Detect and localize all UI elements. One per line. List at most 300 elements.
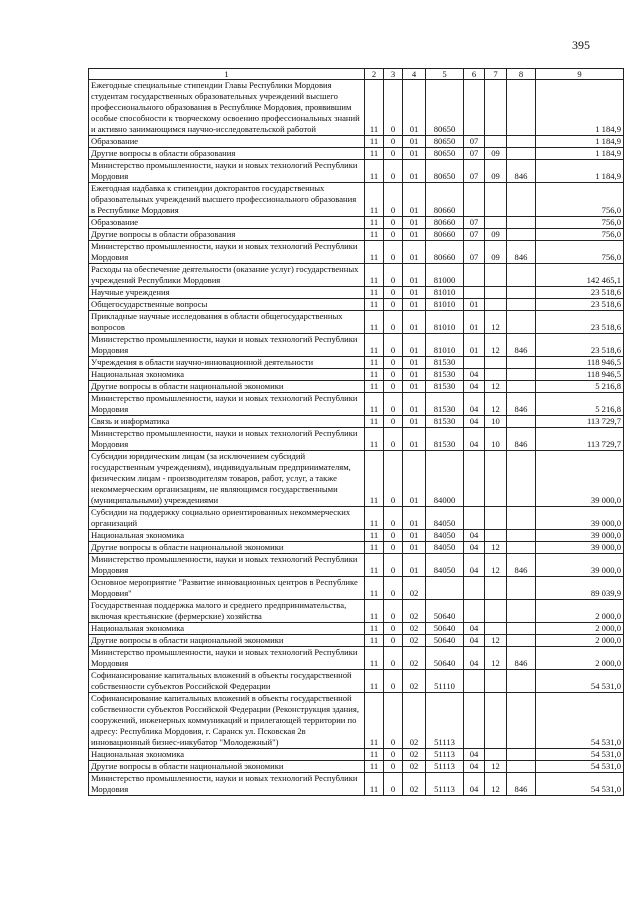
table-row — [89, 183, 624, 217]
subsection-code-cell: 0 — [384, 451, 403, 507]
row-name-cell: Научные учреждения — [89, 287, 365, 299]
amount-cell: 756,0 — [536, 241, 624, 264]
table-row — [89, 416, 624, 428]
amount-cell: 113 729,7 — [536, 428, 624, 451]
subchapter-code-cell — [485, 577, 507, 600]
measure-code-cell: 01 — [403, 554, 426, 577]
amount-cell: 54 531,0 — [536, 693, 624, 749]
chapter-code-cell — [464, 357, 485, 369]
subchapter-code-cell: 12 — [485, 554, 507, 577]
table-row — [89, 670, 624, 693]
table-row — [89, 530, 624, 542]
item-code-cell: 81530 — [426, 393, 464, 416]
section-code-cell: 11 — [365, 428, 384, 451]
ministry-code-cell: 846 — [507, 241, 536, 264]
subchapter-code-cell: 10 — [485, 416, 507, 428]
row-name-cell: Образование — [89, 136, 365, 148]
amount-cell: 756,0 — [536, 217, 624, 229]
subchapter-code-cell: 12 — [485, 635, 507, 647]
subsection-code-cell: 0 — [384, 761, 403, 773]
measure-code-cell: 01 — [403, 299, 426, 311]
amount-cell: 2 000,0 — [536, 647, 624, 670]
row-name-cell: Софинансирование капитальных вложений в объекты государственной собственности субъектов Российской Федерации (Реконструкция здания, сооружений, инженерных коммуникаций и прилегающей территории по адресу: Республика Мордовия, г. Саранск ул. Псковская 2в инновационный бизнес-инкубатор "Молодежный") — [89, 693, 365, 749]
row-name-cell: Ежегодные специальные стипендии Главы Республики Мордовия студентам государственных образовательных учреждений высшего профессионального образования в Республике Мордовия, проявившим особые способности к творческому освоению профессиональных знаний и активно занимающимся научно-исследовательской работой — [89, 80, 365, 136]
item-code-cell: 51110 — [426, 670, 464, 693]
row-name-cell: Министерство промышленности, науки и новых технологий Республики Мордовия — [89, 773, 365, 796]
section-code-cell: 11 — [365, 416, 384, 428]
ministry-code-cell — [507, 264, 536, 287]
ministry-code-cell — [507, 577, 536, 600]
section-code-cell: 11 — [365, 749, 384, 761]
section-code-cell: 11 — [365, 647, 384, 670]
section-code-cell: 11 — [365, 635, 384, 647]
section-code-cell: 11 — [365, 311, 384, 334]
item-code-cell: 84000 — [426, 451, 464, 507]
subchapter-code-cell: 12 — [485, 381, 507, 393]
subchapter-code-cell — [485, 693, 507, 749]
subchapter-code-cell: 10 — [485, 428, 507, 451]
measure-code-cell: 02 — [403, 635, 426, 647]
measure-code-cell: 01 — [403, 264, 426, 287]
chapter-code-cell: 07 — [464, 136, 485, 148]
item-code-cell — [426, 577, 464, 600]
subsection-code-cell: 0 — [384, 773, 403, 796]
measure-code-cell: 01 — [403, 229, 426, 241]
section-code-cell: 11 — [365, 507, 384, 530]
column-header: 7 — [485, 69, 507, 80]
subsection-code-cell: 0 — [384, 749, 403, 761]
subchapter-code-cell — [485, 183, 507, 217]
chapter-code-cell — [464, 287, 485, 299]
subsection-code-cell: 0 — [384, 334, 403, 357]
row-name-cell: Другие вопросы в области национальной экономики — [89, 381, 365, 393]
item-code-cell: 51113 — [426, 773, 464, 796]
row-name-cell: Софинансирование капитальных вложений в объекты государственной собственности субъектов Российской Федерации — [89, 670, 365, 693]
subchapter-code-cell: 12 — [485, 761, 507, 773]
amount-cell: 23 518,6 — [536, 334, 624, 357]
column-header: 1 — [89, 69, 365, 80]
ministry-code-cell — [507, 761, 536, 773]
ministry-code-cell — [507, 542, 536, 554]
row-name-cell: Общегосударственные вопросы — [89, 299, 365, 311]
table-row — [89, 749, 624, 761]
table-row — [89, 381, 624, 393]
ministry-code-cell — [507, 416, 536, 428]
item-code-cell: 80660 — [426, 217, 464, 229]
section-code-cell: 11 — [365, 148, 384, 160]
subsection-code-cell: 0 — [384, 428, 403, 451]
subchapter-code-cell — [485, 749, 507, 761]
chapter-code-cell: 04 — [464, 381, 485, 393]
subsection-code-cell: 0 — [384, 693, 403, 749]
table-row — [89, 507, 624, 530]
subchapter-code-cell — [485, 80, 507, 136]
table-row — [89, 136, 624, 148]
section-code-cell: 11 — [365, 241, 384, 264]
item-code-cell: 81010 — [426, 311, 464, 334]
ministry-code-cell: 846 — [507, 773, 536, 796]
amount-cell: 2 000,0 — [536, 600, 624, 623]
chapter-code-cell: 01 — [464, 311, 485, 334]
amount-cell: 54 531,0 — [536, 749, 624, 761]
item-code-cell: 51113 — [426, 761, 464, 773]
subchapter-code-cell — [485, 507, 507, 530]
section-code-cell: 11 — [365, 381, 384, 393]
chapter-code-cell: 04 — [464, 416, 485, 428]
section-code-cell: 11 — [365, 217, 384, 229]
chapter-code-cell — [464, 577, 485, 600]
subchapter-code-cell — [485, 136, 507, 148]
subchapter-code-cell — [485, 264, 507, 287]
measure-code-cell: 01 — [403, 357, 426, 369]
section-code-cell: 11 — [365, 670, 384, 693]
chapter-code-cell — [464, 507, 485, 530]
measure-code-cell: 02 — [403, 600, 426, 623]
subchapter-code-cell — [485, 623, 507, 635]
subsection-code-cell: 0 — [384, 416, 403, 428]
measure-code-cell: 01 — [403, 542, 426, 554]
row-name-cell: Национальная экономика — [89, 369, 365, 381]
measure-code-cell: 01 — [403, 148, 426, 160]
subsection-code-cell: 0 — [384, 148, 403, 160]
row-name-cell: Национальная экономика — [89, 749, 365, 761]
table-row — [89, 693, 624, 749]
measure-code-cell: 01 — [403, 160, 426, 183]
chapter-code-cell: 04 — [464, 761, 485, 773]
column-header: 9 — [536, 69, 624, 80]
ministry-code-cell — [507, 635, 536, 647]
subchapter-code-cell — [485, 299, 507, 311]
row-name-cell: Субсидии юридическим лицам (за исключением субсидий государственным учреждениям), индивидуальным предпринимателям, физическим лицам - производителям товаров, работ, услуг, а также некоммерческим организациям, не являющимся государственными (муниципальными) учреждениями — [89, 451, 365, 507]
measure-code-cell: 01 — [403, 183, 426, 217]
ministry-code-cell: 846 — [507, 554, 536, 577]
item-code-cell: 81000 — [426, 264, 464, 287]
subchapter-code-cell: 09 — [485, 160, 507, 183]
ministry-code-cell — [507, 80, 536, 136]
subsection-code-cell: 0 — [384, 577, 403, 600]
row-name-cell: Министерство промышленности, науки и новых технологий Республики Мордовия — [89, 647, 365, 670]
table-row — [89, 773, 624, 796]
ministry-code-cell — [507, 299, 536, 311]
subsection-code-cell: 0 — [384, 160, 403, 183]
table-row — [89, 148, 624, 160]
subchapter-code-cell: 12 — [485, 334, 507, 357]
amount-cell: 39 000,0 — [536, 451, 624, 507]
row-name-cell: Министерство промышленности, науки и новых технологий Республики Мордовия — [89, 160, 365, 183]
amount-cell: 39 000,0 — [536, 554, 624, 577]
item-code-cell: 81010 — [426, 287, 464, 299]
ministry-code-cell: 846 — [507, 160, 536, 183]
chapter-code-cell: 07 — [464, 160, 485, 183]
row-name-cell: Связь и информатика — [89, 416, 365, 428]
ministry-code-cell — [507, 229, 536, 241]
row-name-cell: Основное мероприятие "Развитие инновационных центров в Республике Мордовия" — [89, 577, 365, 600]
ministry-code-cell — [507, 623, 536, 635]
table-row — [89, 428, 624, 451]
item-code-cell: 50640 — [426, 647, 464, 670]
amount-cell: 54 531,0 — [536, 761, 624, 773]
subsection-code-cell: 0 — [384, 80, 403, 136]
row-name-cell: Министерство промышленности, науки и новых технологий Республики Мордовия — [89, 428, 365, 451]
chapter-code-cell: 04 — [464, 773, 485, 796]
section-code-cell: 11 — [365, 183, 384, 217]
row-name-cell: Другие вопросы в области национальной экономики — [89, 635, 365, 647]
column-header: 3 — [384, 69, 403, 80]
item-code-cell: 81010 — [426, 299, 464, 311]
amount-cell: 89 039,9 — [536, 577, 624, 600]
table-row — [89, 299, 624, 311]
amount-cell: 5 216,8 — [536, 393, 624, 416]
ministry-code-cell: 846 — [507, 428, 536, 451]
chapter-code-cell: 07 — [464, 229, 485, 241]
row-name-cell: Другие вопросы в области национальной экономики — [89, 761, 365, 773]
ministry-code-cell: 846 — [507, 393, 536, 416]
row-name-cell: Министерство промышленности, науки и новых технологий Республики Мордовия — [89, 393, 365, 416]
amount-cell: 142 465,1 — [536, 264, 624, 287]
amount-cell: 2 000,0 — [536, 623, 624, 635]
item-code-cell: 80660 — [426, 183, 464, 217]
column-header: 6 — [464, 69, 485, 80]
subsection-code-cell: 0 — [384, 507, 403, 530]
row-name-cell: Министерство промышленности, науки и новых технологий Республики Мордовия — [89, 334, 365, 357]
measure-code-cell: 01 — [403, 393, 426, 416]
chapter-code-cell — [464, 600, 485, 623]
item-code-cell: 81530 — [426, 381, 464, 393]
table-row — [89, 311, 624, 334]
subsection-code-cell: 0 — [384, 542, 403, 554]
section-code-cell: 11 — [365, 357, 384, 369]
measure-code-cell: 01 — [403, 241, 426, 264]
section-code-cell: 11 — [365, 264, 384, 287]
budget-table — [88, 68, 624, 796]
row-name-cell: Учреждения в области научно-инновационной деятельности — [89, 357, 365, 369]
item-code-cell: 81530 — [426, 369, 464, 381]
amount-cell: 2 000,0 — [536, 635, 624, 647]
table-row — [89, 623, 624, 635]
ministry-code-cell — [507, 287, 536, 299]
item-code-cell: 80660 — [426, 229, 464, 241]
subchapter-code-cell — [485, 670, 507, 693]
row-name-cell: Прикладные научные исследования в области общегосударственных вопросов — [89, 311, 365, 334]
subsection-code-cell: 0 — [384, 381, 403, 393]
table-row — [89, 287, 624, 299]
row-name-cell: Национальная экономика — [89, 623, 365, 635]
subsection-code-cell: 0 — [384, 623, 403, 635]
subchapter-code-cell: 12 — [485, 647, 507, 670]
row-name-cell: Министерство промышленности, науки и новых технологий Республики Мордовия — [89, 554, 365, 577]
section-code-cell: 11 — [365, 287, 384, 299]
table-row — [89, 577, 624, 600]
amount-cell: 54 531,0 — [536, 773, 624, 796]
row-name-cell: Субсидии на поддержку социально ориентированных некоммерческих организаций — [89, 507, 365, 530]
section-code-cell: 11 — [365, 623, 384, 635]
chapter-code-cell: 04 — [464, 542, 485, 554]
ministry-code-cell — [507, 670, 536, 693]
header-row — [89, 69, 624, 80]
ministry-code-cell — [507, 357, 536, 369]
item-code-cell: 84050 — [426, 530, 464, 542]
section-code-cell: 11 — [365, 136, 384, 148]
subsection-code-cell: 0 — [384, 217, 403, 229]
measure-code-cell: 01 — [403, 334, 426, 357]
measure-code-cell: 01 — [403, 287, 426, 299]
item-code-cell: 81530 — [426, 416, 464, 428]
section-code-cell: 11 — [365, 773, 384, 796]
subchapter-code-cell — [485, 287, 507, 299]
table-row — [89, 635, 624, 647]
measure-code-cell: 02 — [403, 693, 426, 749]
subsection-code-cell: 0 — [384, 670, 403, 693]
item-code-cell: 50640 — [426, 635, 464, 647]
amount-cell: 1 184,9 — [536, 148, 624, 160]
table-row — [89, 334, 624, 357]
item-code-cell: 50640 — [426, 600, 464, 623]
ministry-code-cell — [507, 148, 536, 160]
row-name-cell: Расходы на обеспечение деятельности (оказание услуг) государственных учреждений Республики Мордовия — [89, 264, 365, 287]
chapter-code-cell: 04 — [464, 623, 485, 635]
table-row — [89, 264, 624, 287]
chapter-code-cell: 04 — [464, 393, 485, 416]
subchapter-code-cell — [485, 530, 507, 542]
subsection-code-cell: 0 — [384, 183, 403, 217]
amount-cell: 756,0 — [536, 183, 624, 217]
item-code-cell: 80660 — [426, 241, 464, 264]
section-code-cell: 11 — [365, 451, 384, 507]
subchapter-code-cell — [485, 357, 507, 369]
table-row — [89, 761, 624, 773]
row-name-cell: Образование — [89, 217, 365, 229]
amount-cell: 118 946,5 — [536, 369, 624, 381]
subsection-code-cell: 0 — [384, 530, 403, 542]
table-row — [89, 542, 624, 554]
subchapter-code-cell — [485, 369, 507, 381]
subsection-code-cell: 0 — [384, 554, 403, 577]
page-number: 395 — [572, 38, 590, 52]
item-code-cell: 51113 — [426, 693, 464, 749]
subchapter-code-cell: 12 — [485, 393, 507, 416]
table-row — [89, 357, 624, 369]
item-code-cell: 81530 — [426, 357, 464, 369]
subchapter-code-cell — [485, 217, 507, 229]
chapter-code-cell — [464, 183, 485, 217]
ministry-code-cell — [507, 600, 536, 623]
item-code-cell: 80650 — [426, 136, 464, 148]
subsection-code-cell: 0 — [384, 311, 403, 334]
subsection-code-cell: 0 — [384, 647, 403, 670]
subsection-code-cell: 0 — [384, 264, 403, 287]
subchapter-code-cell: 09 — [485, 148, 507, 160]
section-code-cell: 11 — [365, 160, 384, 183]
chapter-code-cell: 04 — [464, 554, 485, 577]
chapter-code-cell — [464, 80, 485, 136]
measure-code-cell: 02 — [403, 749, 426, 761]
amount-cell: 23 518,6 — [536, 287, 624, 299]
chapter-code-cell: 07 — [464, 241, 485, 264]
section-code-cell: 11 — [365, 393, 384, 416]
item-code-cell: 50640 — [426, 623, 464, 635]
chapter-code-cell: 04 — [464, 647, 485, 670]
item-code-cell: 80650 — [426, 160, 464, 183]
measure-code-cell: 01 — [403, 217, 426, 229]
measure-code-cell: 01 — [403, 451, 426, 507]
item-code-cell: 80650 — [426, 80, 464, 136]
chapter-code-cell: 04 — [464, 749, 485, 761]
subchapter-code-cell: 12 — [485, 542, 507, 554]
item-code-cell: 84050 — [426, 542, 464, 554]
chapter-code-cell: 04 — [464, 635, 485, 647]
chapter-code-cell: 04 — [464, 369, 485, 381]
row-name-cell: Государственная поддержка малого и среднего предпринимательства, включая крестьянские (фермерские) хозяйства — [89, 600, 365, 623]
amount-cell: 39 000,0 — [536, 507, 624, 530]
subchapter-code-cell — [485, 600, 507, 623]
column-header: 4 — [403, 69, 426, 80]
section-code-cell: 11 — [365, 542, 384, 554]
column-header: 5 — [426, 69, 464, 80]
section-code-cell: 11 — [365, 600, 384, 623]
measure-code-cell: 01 — [403, 369, 426, 381]
ministry-code-cell — [507, 311, 536, 334]
subsection-code-cell: 0 — [384, 600, 403, 623]
measure-code-cell: 01 — [403, 507, 426, 530]
row-name-cell: Национальная экономика — [89, 530, 365, 542]
subsection-code-cell: 0 — [384, 287, 403, 299]
amount-cell: 756,0 — [536, 229, 624, 241]
amount-cell: 54 531,0 — [536, 670, 624, 693]
item-code-cell: 80650 — [426, 148, 464, 160]
table-row — [89, 369, 624, 381]
table-row — [89, 229, 624, 241]
item-code-cell: 81530 — [426, 428, 464, 451]
row-name-cell: Министерство промышленности, науки и новых технологий Республики Мордовия — [89, 241, 365, 264]
measure-code-cell: 01 — [403, 530, 426, 542]
amount-cell: 1 184,9 — [536, 160, 624, 183]
column-header: 2 — [365, 69, 384, 80]
chapter-code-cell: 01 — [464, 334, 485, 357]
amount-cell: 23 518,6 — [536, 299, 624, 311]
amount-cell: 118 946,5 — [536, 357, 624, 369]
chapter-code-cell — [464, 670, 485, 693]
measure-code-cell: 02 — [403, 623, 426, 635]
table-row — [89, 241, 624, 264]
measure-code-cell: 02 — [403, 647, 426, 670]
amount-cell: 113 729,7 — [536, 416, 624, 428]
row-name-cell: Ежегодная надбавка к стипендии докторантов государственных образовательных учреждений высшего профессионального образования в Республике Мордовия — [89, 183, 365, 217]
chapter-code-cell: 07 — [464, 148, 485, 160]
subchapter-code-cell: 09 — [485, 241, 507, 264]
item-code-cell: 84050 — [426, 507, 464, 530]
section-code-cell: 11 — [365, 577, 384, 600]
item-code-cell: 84050 — [426, 554, 464, 577]
ministry-code-cell: 846 — [507, 334, 536, 357]
section-code-cell: 11 — [365, 530, 384, 542]
ministry-code-cell — [507, 693, 536, 749]
measure-code-cell: 02 — [403, 577, 426, 600]
ministry-code-cell — [507, 451, 536, 507]
section-code-cell: 11 — [365, 369, 384, 381]
row-name-cell: Другие вопросы в области образования — [89, 229, 365, 241]
chapter-code-cell: 04 — [464, 530, 485, 542]
measure-code-cell: 01 — [403, 136, 426, 148]
subchapter-code-cell: 12 — [485, 773, 507, 796]
ministry-code-cell — [507, 217, 536, 229]
section-code-cell: 11 — [365, 229, 384, 241]
table-row — [89, 393, 624, 416]
measure-code-cell: 02 — [403, 761, 426, 773]
subchapter-code-cell: 09 — [485, 229, 507, 241]
item-code-cell: 51113 — [426, 749, 464, 761]
subsection-code-cell: 0 — [384, 136, 403, 148]
subsection-code-cell: 0 — [384, 635, 403, 647]
